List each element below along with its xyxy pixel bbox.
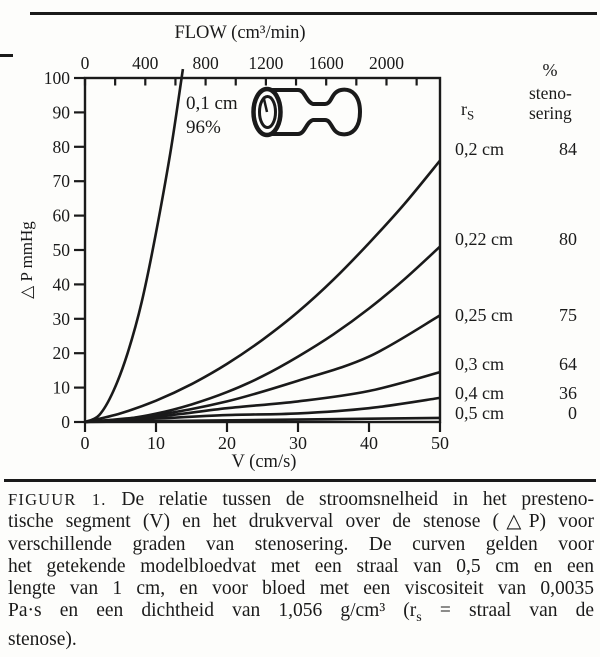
x-axis-tick-label: 30 [289, 433, 307, 453]
caption-rs-sub: s [416, 609, 422, 626]
flow-axis-tick-label: 800 [192, 53, 219, 73]
annotation-radius: 0,1 cm [186, 93, 238, 114]
caption-line [8, 600, 594, 628]
caption-text: Pa·s en een dichtheid van 1,056 g/cm³ (r [8, 600, 417, 622]
legend-percent: 80 [559, 229, 577, 249]
legend-rs-header [461, 99, 474, 124]
legend-radius: 0,25 cm [455, 305, 513, 325]
y-axis-tick-label: 10 [52, 377, 70, 398]
y-axis-tick-label: 100 [43, 68, 70, 88]
caption-text: = straal van de [421, 600, 594, 622]
y-axis-tick-label: 20 [52, 343, 70, 364]
flow-axis-title: FLOW (cm³/min) [174, 23, 306, 43]
flow-axis-tick-label: 0 [80, 53, 90, 73]
x-axis-title: V (cm/s) [231, 452, 297, 472]
y-axis-tick-label: 40 [52, 274, 70, 295]
legend-radius: 0,22 cm [455, 229, 513, 249]
flow-axis-tick-label: 1200 [248, 53, 284, 73]
figure-number-label: FIGUUR 1. [8, 490, 107, 509]
caption-rule [4, 479, 596, 482]
caption-line: stenose). [8, 628, 77, 650]
curve-rs-0-22-cm [85, 247, 440, 422]
x-axis-tick-label: 40 [360, 433, 378, 453]
y-axis-tick-label: 70 [52, 171, 70, 192]
caption-line: tische segment (V) en het drukverval over de stenose (△P) voor [8, 511, 594, 533]
legend-percent-symbol: % [542, 60, 558, 80]
rs-main: r [461, 99, 467, 119]
y-axis-tick-label: 90 [52, 102, 70, 123]
x-axis-tick-label: 20 [218, 433, 236, 453]
legend-radius: 0,4 cm [455, 383, 504, 403]
x-axis-tick-label: 50 [431, 433, 449, 453]
legend-row [455, 305, 577, 326]
flow-axis-tick-label: 1600 [308, 53, 344, 73]
annotation-percent: 96% [186, 117, 221, 138]
legend-radius: 0,2 cm [455, 139, 504, 159]
legend-steno-word-line2: sering [529, 103, 572, 123]
flow-axis-tick-label: 2000 [368, 53, 404, 73]
legend-row [455, 139, 577, 160]
x-axis-tick-label: 0 [80, 433, 90, 453]
model-vessel-icon [248, 82, 366, 140]
legend-percent: 84 [559, 139, 577, 159]
caption-line: lengte van 1 cm, en voor bloed met een viscositeit van 0,0035 [8, 578, 594, 600]
caption-text: De relatie tussen de stroomsnelheid in het presteno- [106, 489, 594, 510]
curve-rs-0-2-cm [85, 161, 440, 422]
y-axis-tick-label: 30 [52, 308, 70, 329]
legend-radius: 0,5 cm [455, 403, 504, 423]
y-axis-tick-label: 50 [52, 240, 70, 260]
legend-row [455, 229, 577, 250]
y-axis-tick-label: 60 [52, 205, 70, 226]
caption-line: verschillende graden van stenosering. De curven gelden voor [8, 533, 594, 555]
x-axis-tick-label: 10 [147, 433, 165, 453]
y-axis-tick-label: 0 [61, 412, 70, 432]
legend-percent: 0 [568, 403, 577, 423]
legend-steno-word-line1: steno- [529, 83, 572, 103]
vessel-tube-outline [270, 90, 360, 135]
figure-caption [8, 489, 594, 651]
caption-line: het getekende modelbloedvat met een straal van 0,5 cm en een [8, 555, 594, 577]
flow-axis-tick-label: 400 [132, 53, 159, 73]
legend-percent: 75 [559, 305, 577, 325]
legend-radius: 0,3 cm [455, 354, 504, 374]
legend-percent: 64 [559, 354, 577, 374]
legend-row [455, 383, 577, 404]
y-axis-title: △ P mmHg [17, 221, 36, 299]
caption-line [8, 489, 594, 511]
legend-percent: 36 [559, 383, 577, 403]
legend-row [455, 403, 577, 424]
rs-sub: S [467, 107, 475, 123]
y-axis-tick-label: 80 [52, 136, 70, 157]
curve-rs-0-1-cm [85, 69, 183, 422]
legend-row [455, 354, 577, 375]
